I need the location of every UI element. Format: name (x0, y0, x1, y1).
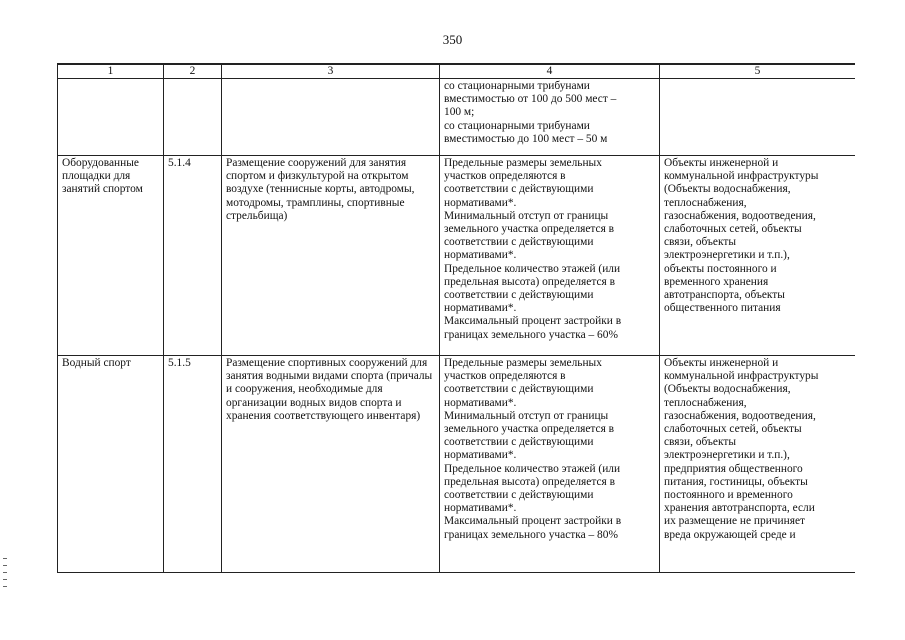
aux-line: связи, объекты (664, 436, 736, 449)
params-line: границах земельного участка – 60% (444, 328, 618, 341)
params-line: предельная высота) определяется в (444, 275, 615, 288)
params-line: нормативами*. (444, 302, 517, 315)
params-line: нормативами*. (444, 249, 517, 262)
params-line: предельная высота) определяется в (444, 475, 615, 488)
aux-line: постоянного и временного (664, 489, 793, 502)
aux-line: слаботочных сетей, объекты (664, 423, 802, 436)
params-line: соответствии с действующими (444, 489, 594, 502)
params-cell (440, 356, 660, 574)
params-line: Минимальный отступ от границы (444, 209, 609, 222)
aux-line: электроэнергетики и т.п.), (664, 249, 790, 262)
params-line: земельного участка определяется в (444, 223, 615, 236)
params-cell (440, 156, 660, 356)
page-number: 350 (442, 32, 463, 47)
params-line: со стационарными трибунами (444, 119, 590, 132)
aux-line: газоснабжения, водоотведения, (664, 209, 816, 222)
params-line: нормативами*. (444, 196, 517, 209)
carryover-aux-cell (660, 79, 856, 156)
carryover-params-cell (440, 79, 660, 156)
column-number-5: 5 (660, 65, 856, 79)
params-line: границах земельного участка – 80% (444, 528, 618, 541)
aux-line: хранения автотранспорта, если (664, 502, 815, 515)
params-line: соответствии с действующими (444, 383, 594, 396)
aux-line: электроэнергетики и т.п.), (664, 449, 790, 462)
use-type-name: Водный спорт (58, 356, 164, 574)
aux-line: коммунальной инфраструктуры (664, 370, 819, 383)
params-line: нормативами*. (444, 502, 517, 515)
use-type-code: 5.1.4 (164, 156, 222, 356)
params-line: Предельные размеры земельных (444, 157, 602, 169)
table-row (58, 356, 856, 574)
aux-line: предприятия общественного (664, 462, 803, 475)
table-row-carryover (58, 79, 856, 156)
column-number-3: 3 (222, 65, 440, 79)
aux-line: коммунальной инфраструктуры (664, 170, 819, 183)
land-use-table (57, 64, 855, 573)
aux-line: объекты постоянного и (664, 262, 777, 275)
params-line: соответствии с действующими (444, 183, 594, 196)
params-line: соответствии с действующими (444, 436, 594, 449)
aux-line: питания, гостиницы, объекты (664, 475, 808, 488)
carryover-name-cell (58, 79, 164, 156)
params-line: Максимальный процент застройки в (444, 515, 622, 528)
use-type-description: Размещение спортивных сооружений для занятия водными видами спорта (причалы и сооружения, необходимые для организации водных видов спорта и хранения соответствующего инвентаря) (222, 356, 440, 574)
aux-line: временного хранения (664, 275, 769, 288)
aux-line: Объекты инженерной и (664, 357, 779, 369)
params-line: Предельное количество этажей (или (444, 462, 621, 475)
params-line: Предельное количество этажей (или (444, 262, 621, 275)
aux-line: теплоснабжения, (664, 396, 747, 409)
params-line: вместимостью до 100 мест – 50 м (444, 132, 608, 145)
params-line: соответствии с действующими (444, 236, 594, 249)
params-line: нормативами*. (444, 449, 517, 462)
aux-line: Объекты инженерной и (664, 157, 779, 169)
aux-line: (Объекты водоснабжения, (664, 383, 791, 396)
aux-line: связи, объекты (664, 236, 736, 249)
aux-line: газоснабжения, водоотведения, (664, 409, 816, 422)
params-line: соответствии с действующими (444, 289, 594, 302)
params-line: нормативами*. (444, 396, 517, 409)
land-use-table-container (57, 63, 855, 573)
use-type-description: Размещение сооружений для занятия спортом и физкультурой на открытом воздухе (теннисные корты, автодромы, мотодромы, трамплины, спортивные стрельбища) (222, 156, 440, 356)
params-line: Максимальный процент застройки в (444, 315, 622, 328)
aux-line: общественного питания (664, 302, 781, 315)
carryover-description-cell (222, 79, 440, 156)
table-row (58, 156, 856, 356)
aux-line: теплоснабжения, (664, 196, 747, 209)
params-line: 100 м; (444, 106, 475, 119)
params-line: Минимальный отступ от границы (444, 409, 609, 422)
table-header-row (58, 65, 856, 79)
aux-line: слаботочных сетей, объекты (664, 223, 802, 236)
params-line: участков определяются в (444, 370, 566, 383)
aux-line: их размещение не причиняет (664, 515, 805, 528)
params-line: Предельные размеры земельных (444, 357, 602, 369)
use-type-code: 5.1.5 (164, 356, 222, 574)
params-line: земельного участка определяется в (444, 423, 615, 436)
use-type-name: Оборудованные площадки для занятий спортом (58, 156, 164, 356)
column-number-1: 1 (58, 65, 164, 79)
aux-uses-cell (660, 156, 856, 356)
aux-line: вреда окружающей среде и (664, 528, 796, 541)
column-number-2: 2 (164, 65, 222, 79)
aux-line: автотранспорта, объекты (664, 289, 785, 302)
column-number-4: 4 (440, 65, 660, 79)
params-line: вместимостью от 100 до 500 мест – (444, 93, 617, 106)
scan-margin-mark (3, 558, 7, 608)
carryover-code-cell (164, 79, 222, 156)
params-line: со стационарными трибунами (444, 80, 590, 92)
params-line: участков определяются в (444, 170, 566, 183)
aux-uses-cell (660, 356, 856, 574)
aux-line: (Объекты водоснабжения, (664, 183, 791, 196)
